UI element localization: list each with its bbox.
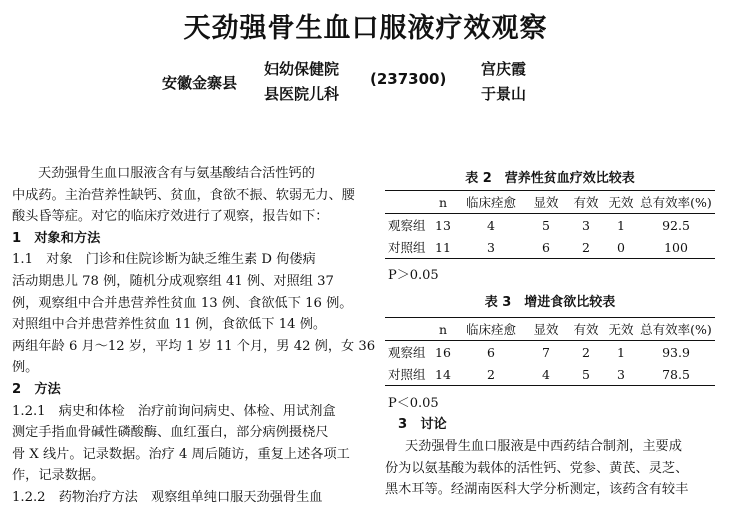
table3-header-cell: 显效	[525, 318, 567, 341]
table-cell: 7	[542, 344, 550, 360]
table-cell: 4	[525, 363, 567, 386]
left-column-text	[12, 163, 375, 509]
table-cell: 6	[487, 344, 495, 360]
table2-header-cell	[385, 191, 429, 214]
body-line: 活动期患儿 78 例，随机分成观察组 41 例、对照组 37	[12, 273, 334, 289]
table-cell: 100	[637, 236, 715, 259]
table-cell: 14	[429, 363, 457, 386]
affiliation-dept-line1: 妇幼保健院	[264, 60, 340, 78]
table-cell: 11	[429, 236, 457, 259]
body-line: 天劲强骨生血口服液含有与氨基酸结合活性钙的	[38, 166, 315, 181]
affiliation-county: 安徽金寨县	[162, 74, 238, 92]
table2	[385, 190, 715, 259]
table-cell: 3	[582, 217, 590, 233]
table3-header-cell: n	[429, 318, 457, 341]
body-line: 1.2.1 病史和体检 治疗前询问病史、体检、用试剂盒	[12, 403, 336, 419]
body-line: 作，记录数据。	[12, 468, 105, 484]
table-cell: 3	[457, 236, 525, 259]
table-cell: 6	[525, 236, 567, 259]
author-2: 于景山	[481, 85, 527, 103]
table2-header-row	[385, 191, 715, 214]
table-cell: 对照组	[385, 236, 429, 259]
table-cell: 2	[457, 363, 525, 386]
table2-header-cell: 有效	[567, 191, 605, 214]
table3-header-cell: 临床痊愈	[457, 318, 525, 341]
table-row	[385, 363, 715, 386]
table-cell: 13	[435, 217, 451, 233]
table-cell: 2	[582, 344, 590, 360]
affiliation-postcode: (237300)	[370, 70, 447, 88]
table-cell: 2	[567, 236, 605, 259]
table2-caption: 表 2 营养性贫血疗效比较表	[465, 171, 635, 186]
discussion-heading: 3 讨论	[398, 417, 447, 432]
body-line: 例。	[12, 360, 39, 376]
body-line: 例，观察组中合并患营养性贫血 13 例、食欲低下 16 例。	[12, 295, 353, 311]
table3-header-cell: 有效	[567, 318, 605, 341]
table3-p-value: P＜0.05	[388, 396, 439, 411]
body-line: 份为以氨基酸为载体的活性钙、党参、黄芪、灵芝、	[385, 460, 689, 476]
table-cell: 观察组	[388, 218, 426, 233]
table-row	[385, 214, 715, 237]
table-cell: 93.9	[662, 344, 690, 360]
table-cell: 16	[435, 344, 451, 360]
author-1: 宫庆霞	[481, 60, 527, 78]
section-heading: 2 方法	[12, 381, 61, 397]
table2-header-cell: 临床痊愈	[457, 191, 525, 214]
table2-header-cell: 显效	[525, 191, 567, 214]
table-cell: 92.5	[662, 217, 690, 233]
body-line: 1.2.2 药物治疗方法 观察组单纯口服天劲强骨生血	[12, 489, 323, 505]
table3-header-cell: 总有效率(%)	[637, 318, 715, 341]
body-line: 天劲强骨生血口服液是中西药结合制剂，主要成	[405, 439, 682, 454]
body-line: 对照组中合并患营养性贫血 11 例，食欲低下 14 例。	[12, 317, 327, 333]
table2-p-value: P＞0.05	[388, 268, 439, 283]
table-row	[385, 341, 715, 364]
body-line: 两组年龄 6 月～12 岁，平均 1 岁 11 个月，男 42 例，女 36	[12, 338, 376, 354]
table3-header-cell	[385, 318, 429, 341]
body-line: 黑木耳等。经湖南医科大学分析测定，该药含有较丰	[385, 482, 689, 498]
table2-header-cell: 总有效率(%)	[637, 191, 715, 214]
table-cell: 1	[617, 217, 625, 233]
affiliation-dept-line2: 县医院儿科	[264, 85, 340, 103]
table3-header-cell: 无效	[605, 318, 637, 341]
table-cell: 观察组	[388, 345, 426, 360]
table-cell: 3	[605, 363, 637, 386]
body-line: 骨 X 线片。记录数据。治疗 4 周后随访，重复上述各项工	[12, 446, 350, 462]
body-line: 中成药。主治营养性缺钙、贫血，食欲不振、软弱无力、腰	[12, 187, 355, 203]
body-line: 测定手指血骨碱性磷酸酶、血红蛋白，部分病例摄桡尺	[12, 425, 329, 441]
table-cell: 4	[487, 217, 495, 233]
table-cell: 5	[542, 217, 550, 233]
table-cell: 1	[617, 344, 625, 360]
table-cell: 对照组	[385, 363, 429, 386]
table3	[385, 317, 715, 386]
table2-header-cell: n	[429, 191, 457, 214]
section-heading: 1 对象和方法	[12, 230, 101, 246]
discussion-text	[385, 436, 688, 501]
paper-title: 天劲强骨生血口服液疗效观察	[183, 13, 548, 44]
table3-caption: 表 3 增进食欲比较表	[484, 295, 616, 310]
table3-header-row	[385, 318, 715, 341]
table-cell: 0	[605, 236, 637, 259]
body-line: 酸头昏等症。对它的临床疗效进行了观察，报告如下：	[12, 209, 329, 225]
table2-header-cell: 无效	[605, 191, 637, 214]
table-row	[385, 236, 715, 259]
table-cell: 5	[567, 363, 605, 386]
body-line: 1.1 对象 门诊和住院诊断为缺乏维生素 D 佝偻病	[12, 252, 316, 268]
table-cell: 78.5	[637, 363, 715, 386]
